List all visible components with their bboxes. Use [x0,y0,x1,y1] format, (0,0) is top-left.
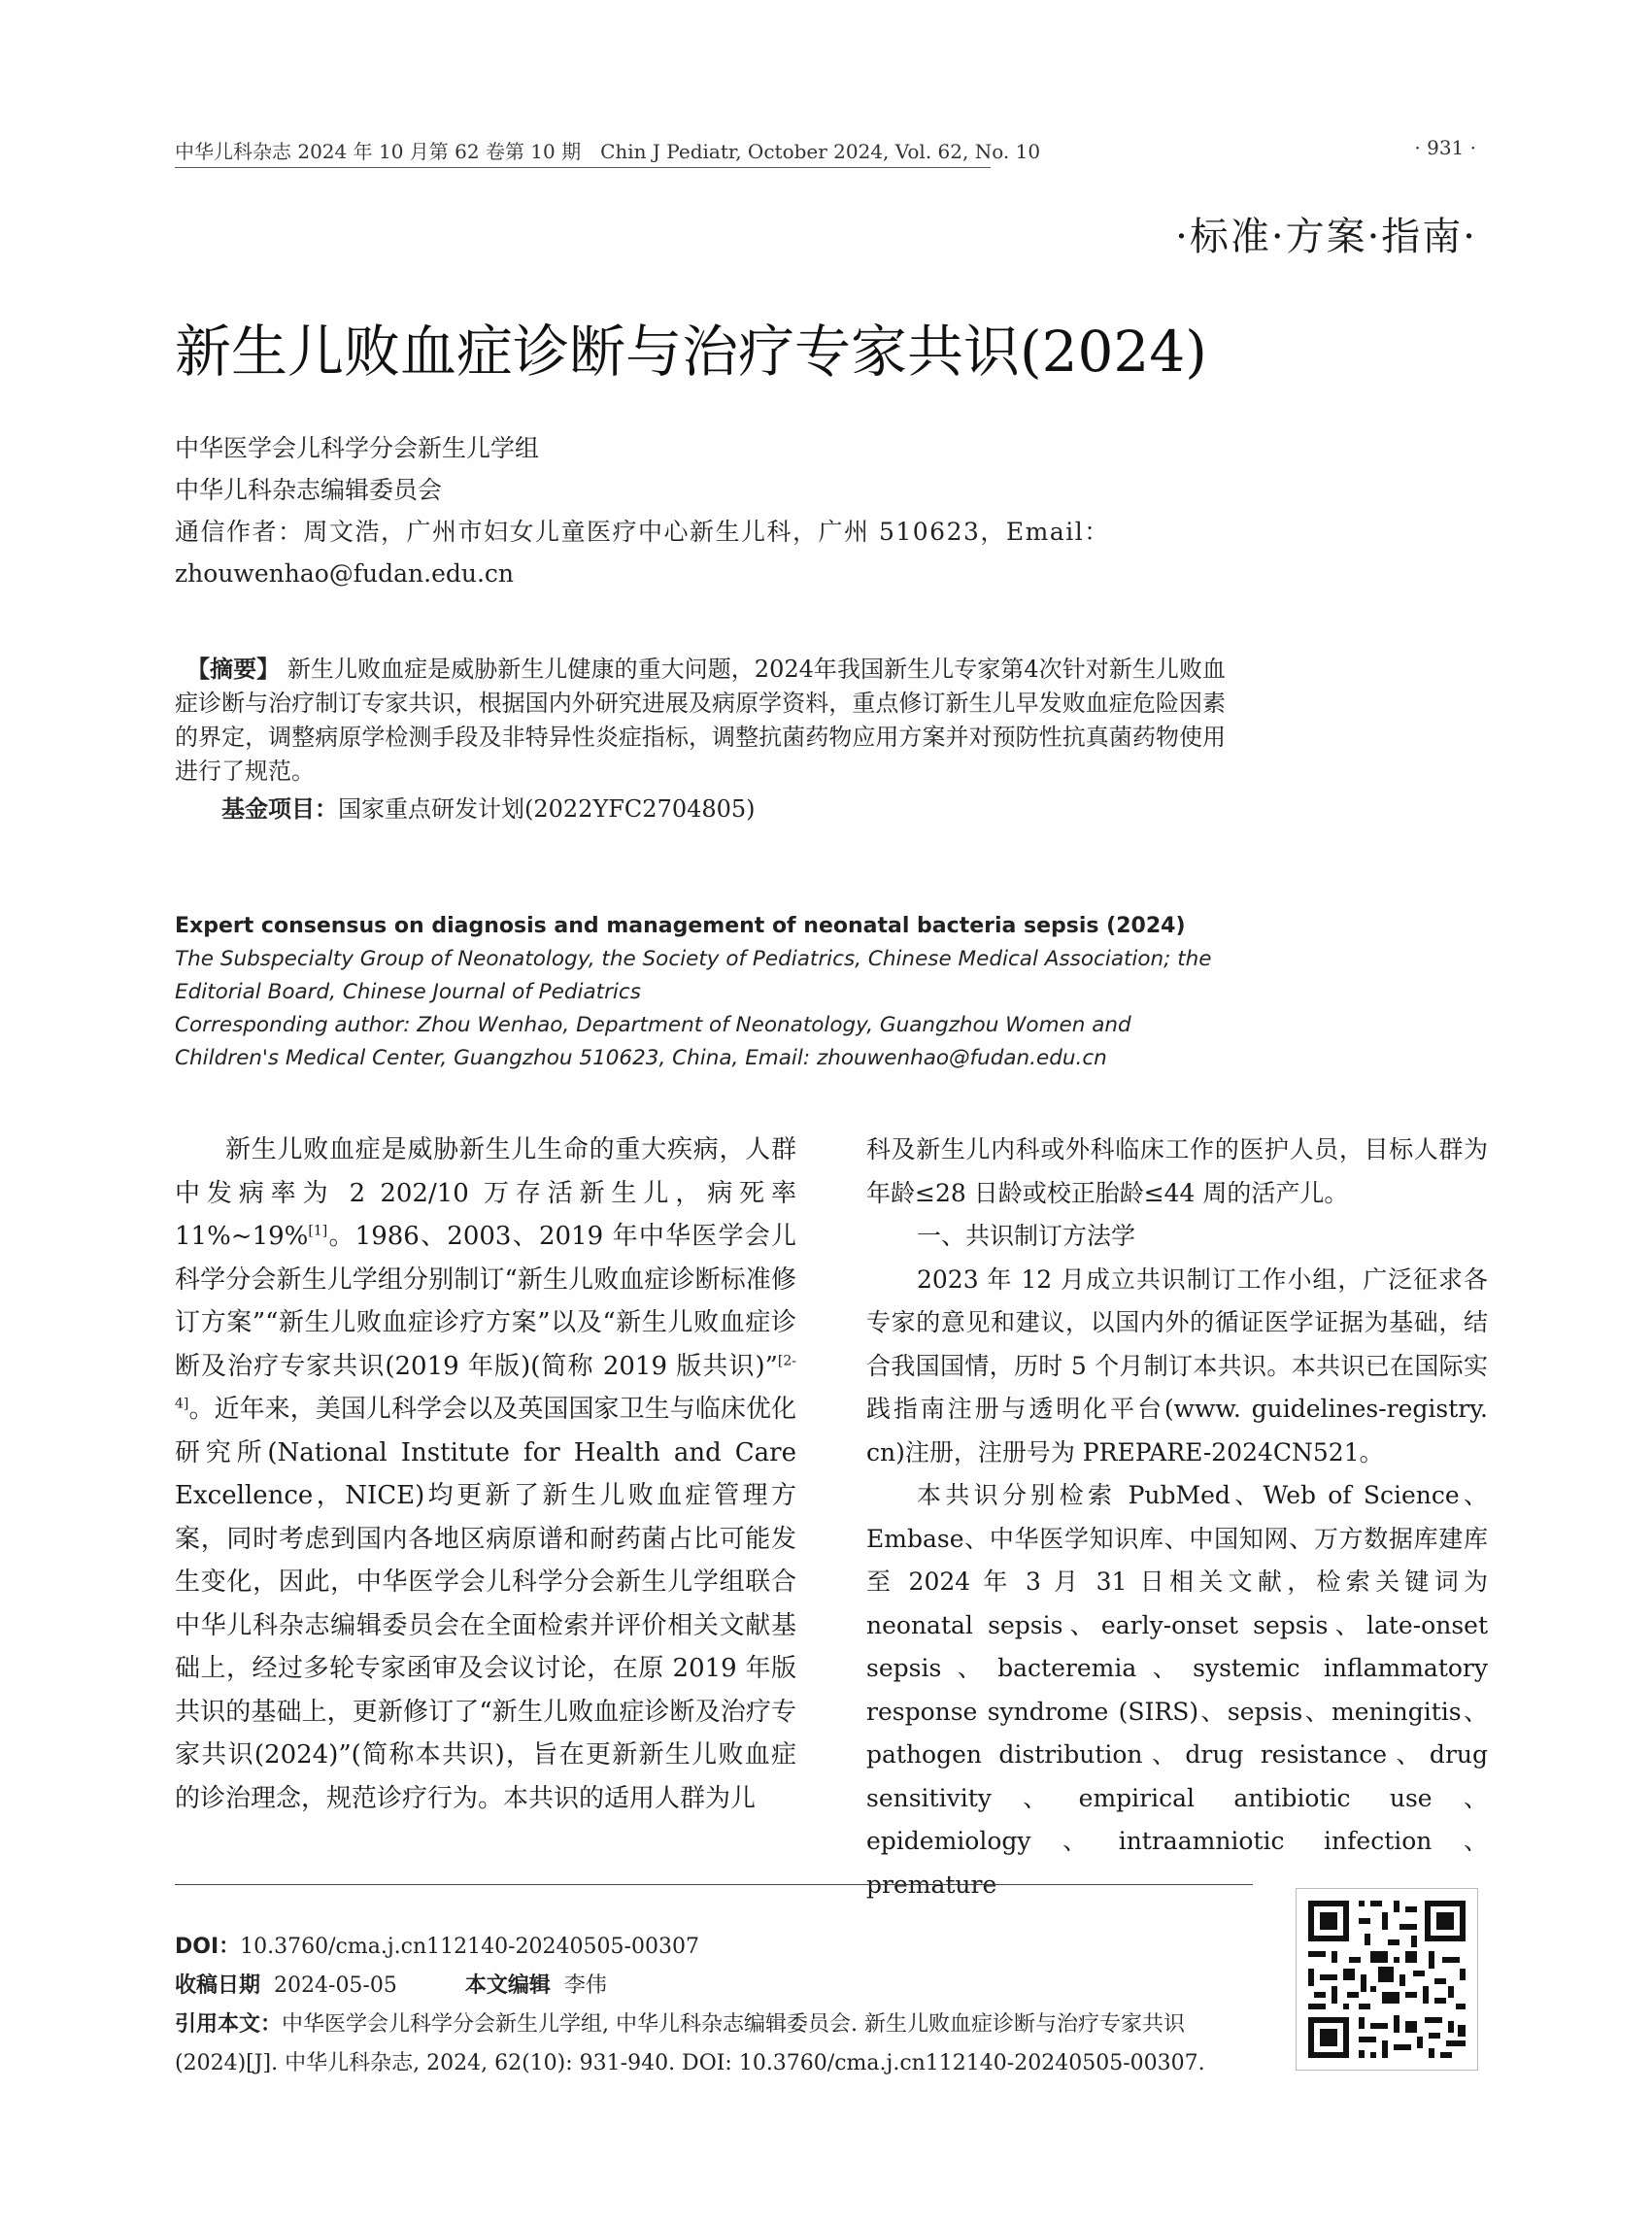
cite-label: 引用本文： [175,2012,283,2037]
body-text: 。近年来，美国儿科学会以及英国国家卫生与临床优化研究所(National Institute for Health and Care Excellence，NICE)均更新了新生儿败血症管理方案，同时考虑到国内各地区病原谱和耐药菌占比可能发生变化，因此，中华医学会儿科学分会新生儿学组联合中华儿科杂志编辑委员会在全面检索并评价相关文献基础上，经过多轮专家函审及会议讨论，在原 2019 年版共识的基础上，更新修订了“新生儿败血症诊断及治疗专家共识(2024)”(简称本共识)，旨在更新新生儿败血症的诊治理念，规范诊疗行为。本共识的适用人群为儿 [175,1395,796,1813]
body-column-left [175,1129,796,1820]
fund-label: 基金项目： [221,795,338,823]
doi-line [175,1928,1272,1967]
section-label: ·标准·方案·指南· [1175,215,1477,259]
received-line [175,1967,1272,2006]
english-corresponding: Corresponding author: Zhou Wenhao, Department of Neonatology, Guangzhou Women and Children's Medical Center, Guangzhou 510623, China, Email: zhouwenhao@fudan.edu.cn [175,1013,1131,1070]
doi-label: DOI： [175,1935,241,1959]
author-group: 中华儿科杂志编辑委员会 [175,476,443,504]
abstract-text: 新生儿败血症是威胁新生儿健康的重大问题，2024年我国新生儿专家第4次针对新生儿败血症诊断与治疗制订专家共识，根据国内外研究进展及病原学资料，重点修订新生儿早发败血症危险因素的界定，调整病原学检测手段及非特异性炎症指标，调整抗菌药物应用方案并对预防性抗真菌药物使用进行了规范。 [175,656,1226,785]
fund-text: 国家重点研发计划(2022YFC2704805) [338,795,756,823]
body-text: 。1986、2003、2019 年中华医学会儿科学分会新生儿学组分别制订“新生儿败血症诊断标准修订方案”“新生儿败血症诊疗方案”以及“新生儿败血症诊断及治疗专家共识(2019 年版)(简称 2019 版共识)” [175,1222,796,1381]
citation-line [175,2006,1253,2083]
correspondence-line: 通信作者：周文浩，广州市妇女儿童医疗中心新生儿科，广州 510623，Email： [175,518,1110,546]
abstract [175,653,1226,826]
received-label: 收稿日期 [175,1973,261,1998]
header-divider [175,167,991,168]
editor-name: 李伟 [563,1973,607,1998]
article-title: 新生儿败血症诊断与治疗专家共识(2024) [175,319,1207,385]
page-number: · 931 · [1414,136,1476,159]
received-date: 2024-05-05 [274,1973,397,1998]
article-footer [175,1928,1272,2083]
body-paragraph: 本共识分别检索 PubMed、Web of Science、Embase、中华医学知识库、中国知网、万方数据库建库至 2024 年 3 月 31 日相关文献，检索关键词为 neonatal sepsis、early-onset sepsis、late-onset sepsis、bacteremia、systemic inflammatory response syndrome (SIRS)、sepsis、meningitis、pathogen distribution、drug resistance、drug sensitivity、empirical antibiotic use、epidemiology、intraamniotic infection、premature [866,1481,1488,1899]
abstract-body [175,653,1226,789]
section-heading: 一、共识制订方法学 [917,1222,1136,1250]
body-paragraph: 2023 年 12 月成立共识制订工作小组，广泛征求各专家的意见和建议，以国内外的循证医学证据为基础，结合我国国情，历时 5 个月制订本共识。本共识已在国际实践指南注册与透明化平台(www. guidelines-registry. cn)注册，注册号为 PREPARE-2024CN521。 [866,1264,1488,1466]
citation-ref[interactable]: [2-4] [175,1352,796,1412]
qr-code-graphic [1297,1889,1477,2070]
footer-divider [175,1884,1253,1885]
cite-text: 中华医学会儿科学分会新生儿学组, 中华儿科杂志编辑委员会. 新生儿败血症诊断与治疗专家共识(2024)[J]. 中华儿科杂志, 2024, 62(10): 931-940. DOI: 10.3760/cma.j.cn112140-20240505-00307. [175,2012,1205,2075]
journal-info: 中华儿科杂志 2024 年 10 月第 62 卷第 10 期 Chin J Pediatr, October 2024, Vol. 62, No. 10 [175,140,1041,163]
doi-value[interactable]: 10.3760/cma.j.cn112140-20240505-00307 [240,1935,699,1959]
editor-label: 本文编辑 [464,1973,551,1998]
english-abstract-block [175,910,1226,1075]
abstract-label: 【摘要】 [186,656,281,683]
qr-code-icon[interactable] [1296,1888,1478,2071]
fund-line [175,792,1226,826]
correspondence-email[interactable]: zhouwenhao@fudan.edu.cn [175,559,515,588]
english-authors: The Subspecialty Group of Neonatology, the Society of Pediatrics, Chinese Medical Association; the Editorial Board, Chinese Journal of Pediatrics [175,947,1212,1004]
citation-ref[interactable]: [1] [308,1223,328,1239]
body-paragraph: 科及新生儿内科或外科临床工作的医护人员，目标人群为年龄≤28 日龄或校正胎龄≤44 周的活产儿。 [866,1135,1488,1207]
author-group: 中华医学会儿科学分会新生儿学组 [175,434,540,462]
running-header [175,136,1476,165]
author-block [175,427,1476,594]
body-column-right [866,1129,1488,1906]
body-text: 新生儿败血症是威胁新生儿生命的重大疾病，人群中发病率为 2 202/10 万存活新生儿，病死率 11%~19% [175,1135,796,1251]
body-paragraph [175,1129,796,1820]
english-title: Expert consensus on diagnosis and management of neonatal bacteria sepsis (2024) [175,914,1186,938]
